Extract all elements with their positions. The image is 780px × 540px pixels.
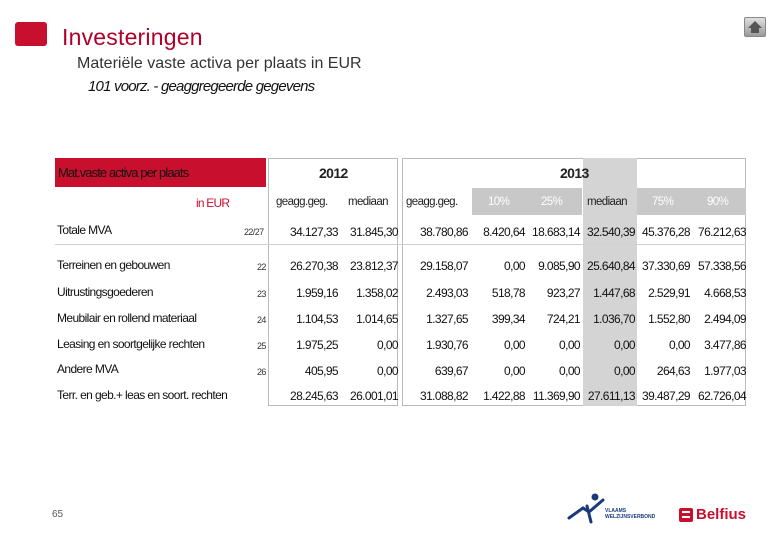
table-cell: 62.726,04 xyxy=(698,389,746,403)
table-cell: 28.245,63 xyxy=(290,389,338,403)
row-code: 22/27 xyxy=(244,227,264,237)
row-divider xyxy=(55,244,746,245)
column-header: 75% xyxy=(652,196,674,208)
table-cell: 34.127,33 xyxy=(290,225,338,239)
page-subtitle: Materiële vaste activa per plaats in EUR xyxy=(77,55,362,72)
table-cell: 1.014,65 xyxy=(356,312,398,326)
table-cell: 724,21 xyxy=(546,312,580,326)
table-cell: 0,00 xyxy=(504,338,525,352)
table-cell: 639,67 xyxy=(434,364,468,378)
table-cell: 1.977,03 xyxy=(704,364,746,378)
vvsg-line-2: WELZIJNSVERBOND xyxy=(605,514,656,520)
vvsg-wordmark xyxy=(605,508,655,520)
table-corner-title: Mat.vaste activa per plaats xyxy=(58,165,189,180)
belfius-wordmark: Belfius xyxy=(696,506,747,523)
table-cell: 0,00 xyxy=(614,364,635,378)
table-cell: 31.845,30 xyxy=(350,225,398,239)
table-cell: 0,00 xyxy=(614,338,635,352)
row-code: 24 xyxy=(257,315,266,325)
table-cell: 1.422,88 xyxy=(483,389,525,403)
table-cell: 0,00 xyxy=(377,364,398,378)
page-title: Investeringen xyxy=(62,24,203,50)
column-header: 90% xyxy=(707,196,729,208)
table-cell: 264,63 xyxy=(656,364,690,378)
table-cell: 26.270,38 xyxy=(290,259,338,273)
table-cell: 8.420,64 xyxy=(483,225,525,239)
table-cell: 0,00 xyxy=(504,364,525,378)
vvsg-line-1: VLAAMS xyxy=(605,508,627,514)
table-cell: 45.376,28 xyxy=(642,225,690,239)
row-label: Leasing en soortgelijke rechten xyxy=(57,337,205,351)
row-label: Totale MVA xyxy=(57,223,112,237)
table-cell: 29.158,07 xyxy=(420,259,468,273)
column-header: 25% xyxy=(541,196,563,208)
table-cell: 0,00 xyxy=(559,338,580,352)
table-cell: 1.930,76 xyxy=(426,338,468,352)
belfius-logo-icon xyxy=(679,508,693,522)
table-cell: 2.493,03 xyxy=(426,286,468,300)
year-2013-label: 2013 xyxy=(560,165,589,181)
table-cell: 9.085,90 xyxy=(538,259,580,273)
row-code: 26 xyxy=(257,367,266,377)
row-code: 22 xyxy=(257,262,266,272)
column-header: geagg.geg. xyxy=(406,196,458,208)
table-cell: 1.447,68 xyxy=(593,286,635,300)
table-cell: 0,00 xyxy=(669,338,690,352)
table-cell: 11.369,90 xyxy=(532,389,580,403)
table-cell: 0,00 xyxy=(504,259,525,273)
column-header: mediaan xyxy=(348,196,388,208)
unit-label: in EUR xyxy=(196,196,230,210)
page-number: 65 xyxy=(52,509,64,520)
table-cell: 923,27 xyxy=(546,286,580,300)
table-cell: 32.540,39 xyxy=(587,225,635,239)
row-label: Meubilair en rollend materiaal xyxy=(57,311,197,325)
table-cell: 2.494,09 xyxy=(704,312,746,326)
table-cell: 37.330,69 xyxy=(642,259,690,273)
page-subtitle-secondary: 101 voorz. - geaggregeerde gegevens xyxy=(88,78,315,95)
table-cell: 76.212,63 xyxy=(698,225,746,239)
column-header: mediaan xyxy=(587,196,627,208)
table-cell: 1.358,02 xyxy=(356,286,398,300)
table-cell: 39.487,29 xyxy=(642,389,690,403)
table-cell: 1.104,53 xyxy=(296,312,338,326)
table-cell: 1.975,25 xyxy=(296,338,338,352)
table-cell: 27.611,13 xyxy=(587,389,635,403)
row-code: 23 xyxy=(257,289,266,299)
table-cell: 518,78 xyxy=(491,286,525,300)
table-cell: 1.552,80 xyxy=(648,312,690,326)
table-cell: 3.477,86 xyxy=(704,338,746,352)
table-cell: 1.327,65 xyxy=(426,312,468,326)
table-cell: 399,34 xyxy=(491,312,525,326)
table-cell: 1.959,16 xyxy=(296,286,338,300)
vvsg-logo-icon xyxy=(565,492,607,526)
table-cell: 31.088,82 xyxy=(420,389,468,403)
table-cell: 1.036,70 xyxy=(593,312,635,326)
table-cell: 2.529,91 xyxy=(648,286,690,300)
table-cell: 0,00 xyxy=(377,338,398,352)
column-header: geagg.geg. xyxy=(276,196,328,208)
row-label: Andere MVA xyxy=(57,362,119,376)
table-cell: 57.338,56 xyxy=(698,259,746,273)
table-cell: 23.812,37 xyxy=(350,259,398,273)
row-label: Uitrustingsgoederen xyxy=(57,285,153,299)
table-cell: 38.780,86 xyxy=(420,225,468,239)
table-cell: 405,95 xyxy=(304,364,338,378)
year-2012-label: 2012 xyxy=(319,165,348,181)
column-header: 10% xyxy=(488,196,510,208)
table-cell: 18.683,14 xyxy=(532,225,580,239)
row-code: 25 xyxy=(257,341,266,351)
row-label: Terr. en geb.+ leas en soort. rechten xyxy=(57,388,228,402)
row-label: Terreinen en gebouwen xyxy=(57,258,170,272)
table-cell: 26.001,01 xyxy=(350,389,398,403)
table-cell: 4.668,53 xyxy=(704,286,746,300)
table-cell: 0,00 xyxy=(559,364,580,378)
table-cell: 25.640,84 xyxy=(587,259,635,273)
